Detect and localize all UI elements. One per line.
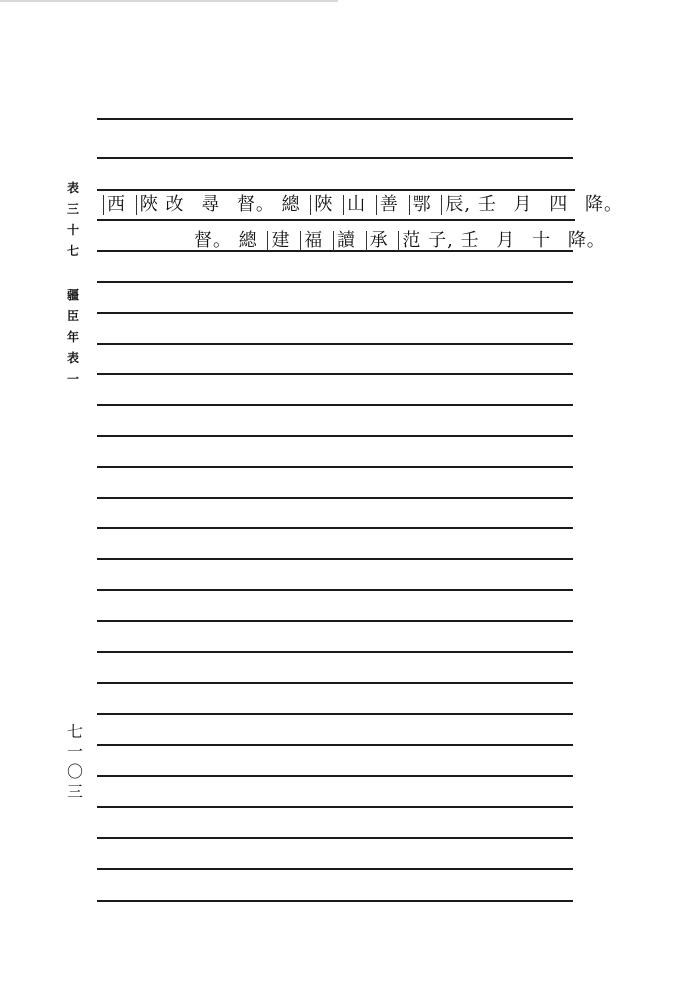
entry-token: 陜	[310, 195, 333, 215]
entry-token: 陜	[136, 195, 159, 215]
ruled-line	[97, 558, 573, 560]
entry-token: 降。	[585, 194, 624, 215]
ruled-line	[97, 435, 573, 437]
ruled-line	[97, 806, 573, 808]
side-heading-char: 十	[66, 223, 79, 237]
side-heading-char: 疆	[66, 288, 79, 302]
entry-token: 壬	[460, 230, 480, 251]
side-heading-char: 表	[66, 351, 79, 365]
ruled-line	[97, 713, 573, 715]
ruled-line	[97, 868, 573, 870]
ruled-line	[97, 682, 573, 684]
entry-token: 督。	[194, 230, 232, 251]
page-number-char: 一	[66, 742, 83, 761]
ruled-line	[97, 837, 573, 839]
entry-token: 讀	[333, 231, 356, 251]
ruled-line	[97, 189, 575, 191]
entry-token: 壬	[477, 194, 497, 215]
entry-token: 子,	[428, 230, 454, 251]
entry-token: 承	[366, 231, 389, 251]
top-edge-rule	[0, 0, 338, 2]
ruled-line	[97, 343, 573, 345]
page-number	[62, 722, 88, 802]
side-heading	[61, 178, 85, 390]
ruled-line	[97, 744, 573, 746]
entry-token: 善	[376, 195, 399, 215]
entry-token: 改	[165, 194, 185, 215]
entry-token: 辰,	[441, 195, 471, 215]
ruled-line	[97, 157, 573, 159]
ruled-line	[97, 466, 573, 468]
side-heading-char: 七	[66, 244, 79, 258]
ruled-line	[97, 527, 573, 529]
ruled-line	[97, 620, 573, 622]
side-heading-char: 年	[66, 330, 79, 344]
entry-token: 總	[281, 194, 301, 215]
entry-token: 總	[238, 230, 258, 251]
ruled-line	[97, 118, 573, 120]
entry-token: 降。	[567, 230, 606, 251]
ruled-line	[97, 373, 573, 375]
entry-token: 建	[267, 231, 290, 251]
table-row-entry	[100, 193, 623, 217]
ruled-line	[97, 651, 573, 653]
entry-token: 四	[549, 194, 569, 215]
entry-token: 福	[300, 231, 323, 251]
entry-token: 范	[398, 231, 421, 251]
ruled-line	[97, 312, 573, 314]
page-number-char: 三	[66, 782, 83, 801]
side-heading-char: 一	[66, 372, 79, 386]
ruled-line	[97, 589, 573, 591]
entry-token: 尋	[201, 194, 221, 215]
page-number-char: 〇	[66, 762, 83, 781]
entry-token: 月	[513, 194, 533, 215]
ruled-line	[97, 281, 573, 283]
side-heading-char: 表	[66, 181, 79, 195]
side-heading-char: 三	[66, 202, 79, 216]
entry-token: 鄂	[409, 195, 432, 215]
entry-token: 山	[343, 195, 366, 215]
entry-token: 十	[532, 230, 552, 251]
ruled-line	[97, 219, 575, 221]
ruled-line	[97, 775, 573, 777]
entry-token: 月	[496, 230, 516, 251]
table-row-entry	[194, 229, 606, 253]
ruled-line	[97, 404, 573, 406]
entry-token: 西	[103, 195, 126, 215]
entry-token: 督。	[236, 194, 275, 215]
page-number-char: 七	[66, 722, 83, 741]
ruled-line	[97, 497, 573, 499]
ruled-line	[97, 900, 573, 902]
side-heading-char: 臣	[66, 309, 79, 323]
